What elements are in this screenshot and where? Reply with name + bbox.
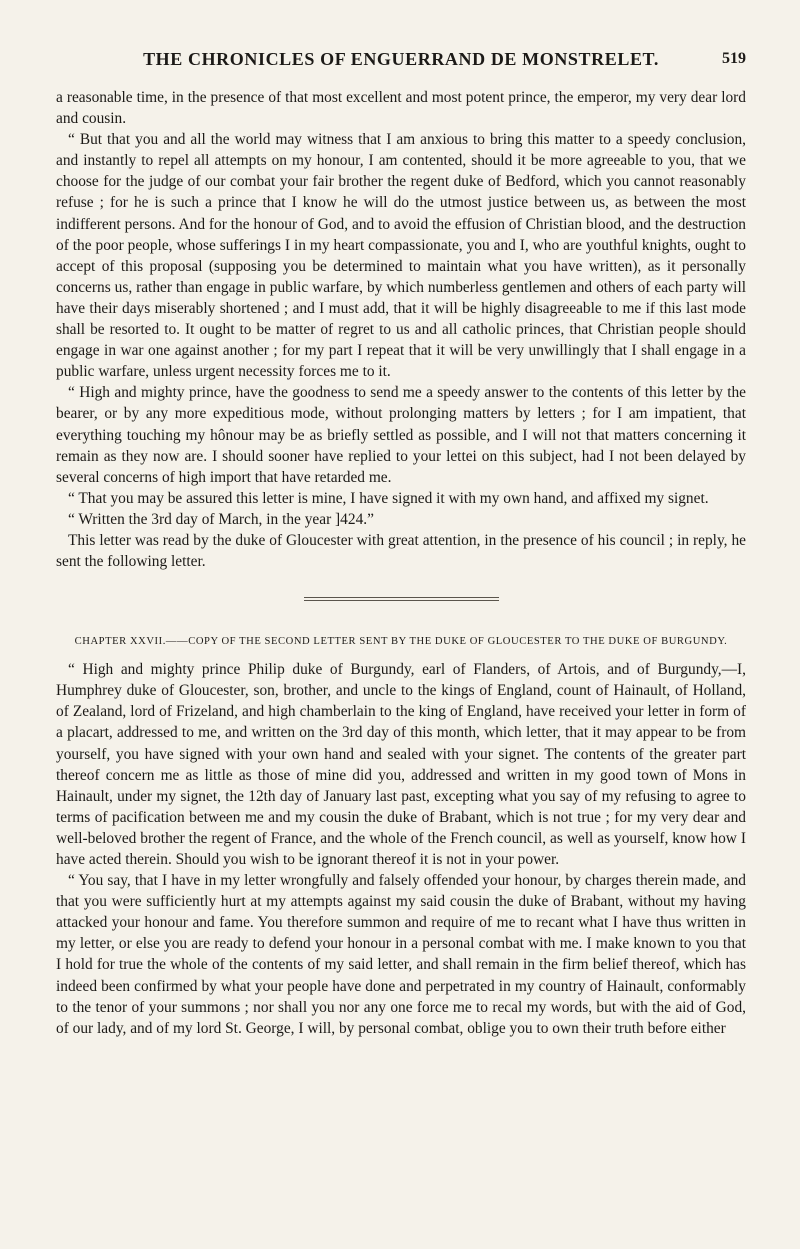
paragraph: “ Written the 3rd day of March, in the year ]424.”: [68, 510, 374, 528]
running-head: [56, 49, 746, 73]
paragraph: “ That you may be assured this letter is mine, I have signed it with my own hand, and affixed my signet.: [68, 489, 709, 507]
paragraph: “ High and mighty prince Philip duke of Burgundy, earl of Flanders, of Artois, and of Burgundy,—I, Humphrey duke of Gloucester, son, brother, and uncle to the kings of England, count of Hainault, of Holland, of Zealand, lord of Frizeland, and high chamberlain to the king of England, have received your letter in form of a placart, addressed to me, and written on the 3rd day of this month, which letter, that it may appear to be from yourself, you have signed with your own hand and sealed with your signet. The contents of the greater part thereof concern me as little as those of mine did you, addressed and written in my good town of Mons in Hainault, under my signet, the 12th day of January last past, excepting what you say of my refusing to agree to terms of pacification between me and my cousin the duke of Brabant, which is not true ; for my very dear and well-beloved brother the regent of France, and the whole of the French council, as well as yourself, know how I have acted therein. Should you wish to be ignorant thereof it is not in your power.: [56, 661, 746, 868]
chapter-heading: CHAPTER XXVII.——COPY OF THE SECOND LETTER SENT BY THE DUKE OF GLOUCESTER TO THE DUKE OF BURGUNDY.: [74, 636, 728, 648]
paragraph: “ You say, that I have in my letter wrongfully and falsely offended your honour, by charges therein made, and that you were sufficiently hurt at my attempts against my said cousin the duke of Brabant, without my having attacked your honour and fame. You therefore summon and require of me to recant what I have thus written in my letter, or else you are ready to defend your honour in a personal combat with me. I make known to you that I hold for true the whole of the contents of my said letter, and shall remain in the firm belief thereof, which has indeed been confirmed by what your people have done and perpetrated in my country of Hainault, conformably to the tenor of your summons ; nor shall you nor any one force me to recal my words, but with the aid of God, of our lady, and of my lord St. George, I will, by personal combat, oblige you to own their truth before either: [56, 872, 746, 1037]
paragraph: “ High and mighty prince, have the goodness to send me a speedy answer to the contents of this letter by the bearer, or by any more expeditious mode, without prolonging matters by letters ; for I am impatient, that everything touching my hônour may be as briefly settled as possible, and I will not that matters concerning it remain as they now are. I should sooner have replied to your lettei on this subject, had I not been delayed by several concerns of high import that have retarded me.: [56, 384, 746, 486]
section-divider: [304, 597, 499, 601]
paragraph: a reasonable time, in the presence of that most excellent and most potent prince, the emperor, my very dear lord and cousin.: [56, 89, 746, 128]
body-text: [56, 87, 746, 1039]
paragraph: This letter was read by the duke of Gloucester with great attention, in the presence of his council ; in reply, he sent the following letter.: [56, 531, 746, 571]
page-number: 519: [722, 50, 746, 67]
running-title: THE CHRONICLES OF ENGUERRAND DE MONSTRELET.: [143, 49, 659, 69]
paragraph: “ But that you and all the world may witness that I am anxious to bring this matter to a speedy conclusion, and instantly to repel all attempts on my honour, I am contented, should it be more agreeable to you, that we choose for the judge of our combat your fair brother the regent duke of Bedford, which you cannot reasonably refuse ; for he is such a prince that I know he will do the utmost justice between us, as between the most indifferent persons. And for the honour of God, and to avoid the effusion of Christian blood, and the destruction of the poor people, whose sufferings I in my heart compassionate, you and I, who are youthful knights, ought to accept of this proposal (supposing you be determined to maintain what you have written), as it personally concerns us, rather than engage in public warfare, by which numberless gentlemen and others of each party will have their days miserably shortened ; and I must add, that it will be highly disagreeable to me if this last mode shall be resorted to. It ought to be matter of regret to us and all catholic princes, that Christian people should engage in war one against another ; for my part I repeat that it will be very unwillingly that I shall engage in a public warfare, unless urgent necessity forces me to it.: [56, 131, 746, 381]
letter-text: [56, 659, 746, 1039]
